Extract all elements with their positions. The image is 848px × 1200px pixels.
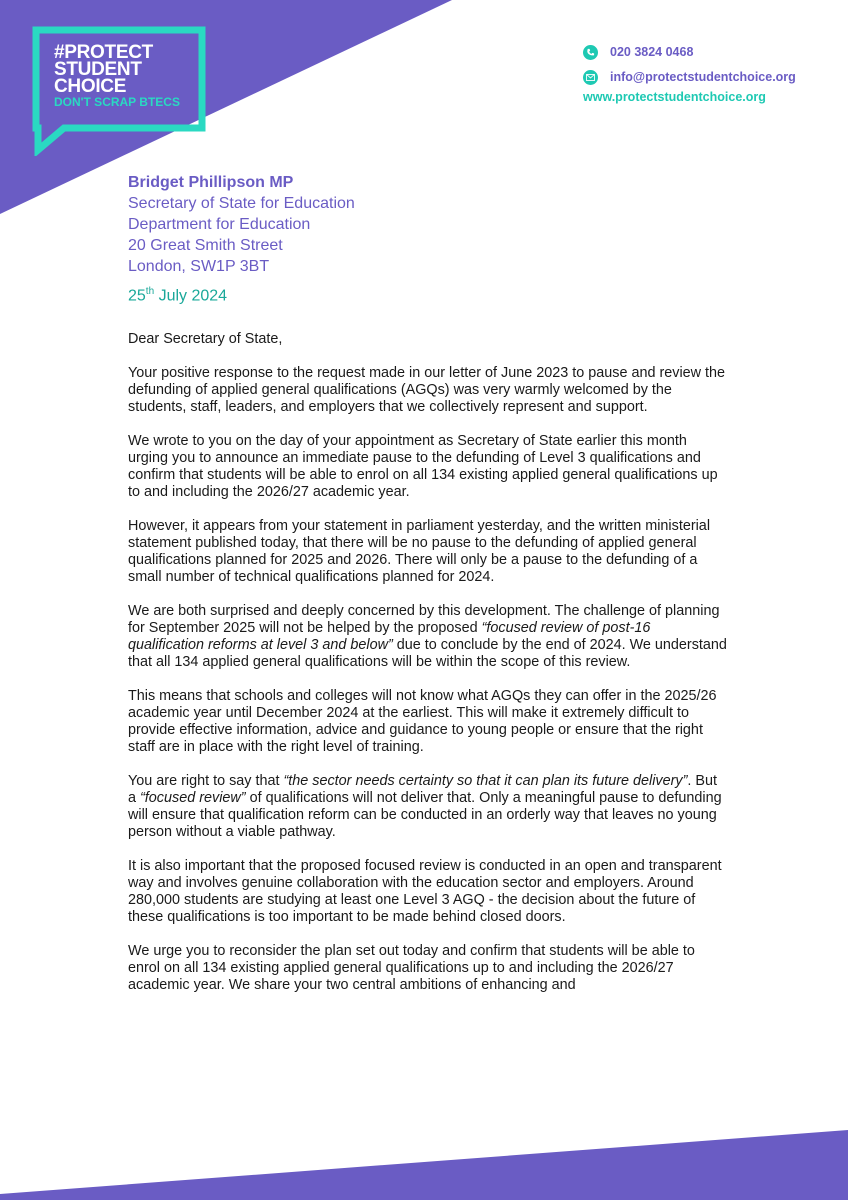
logo-wordmark <box>54 44 194 109</box>
paragraph-4-quote: “focused review of post-16 qualification reforms at level 3 and below” <box>128 620 651 653</box>
paragraph-6-part-e: of qualifications will not deliver that. Only a meaningful pause to defunding will ensure that qualification reform can be conducted in an orderly way that leaves no young person without a viable pathway. <box>128 790 722 840</box>
paragraph-2: We wrote to you on the day of your appointment as Secretary of State earlier this month urging you to announce an immediate pause to the defunding of Level 3 qualifications and confirm that students will be able to enrol on all 134 existing applied general qualifications up to and including the 2026/27 academic year. <box>128 433 718 500</box>
salutation: Dear Secretary of State, <box>128 331 283 347</box>
footer-purple-band <box>0 1130 848 1200</box>
paragraph-6-quote-2: “focused review” <box>140 790 246 806</box>
recipient-street: 20 Great Smith Street <box>128 237 283 254</box>
recipient-name: Bridget Phillipson MP <box>128 174 294 191</box>
email-row <box>583 65 796 89</box>
phone-number: 020 3824 0468 <box>610 45 694 59</box>
paragraph-6 <box>128 773 728 841</box>
paragraph-8: We urge you to reconsider the plan set out today and confirm that students will be able to enrol on all 134 existing applied general qualifications up to and including the 2026/27 academic year. We share your two central ambitions of enhancing and <box>128 943 695 993</box>
paragraph-4-part-c: due to conclude by the end of 2024. We understand that all 134 applied general qualifications will be within the scope of this review. <box>128 637 727 670</box>
phone-row <box>583 40 796 64</box>
contact-block <box>583 40 796 104</box>
recipient-title: Secretary of State for Education <box>128 195 355 212</box>
date-rest: July 2024 <box>154 287 228 305</box>
date-day: 25 <box>128 287 146 305</box>
paragraph-4 <box>128 603 728 671</box>
logo-line-1: #PROTECT <box>54 42 153 63</box>
recipient-department: Department for Education <box>128 216 311 233</box>
paragraph-6-quote-1: “the sector needs certainty so that it can plan its future delivery” <box>283 773 688 789</box>
paragraph-5: This means that schools and colleges will not know what AGQs they can offer in the 2025/26 academic year until December 2024 at the earliest. This will make it extremely difficult to provide effective information, advice and guidance to young people or ensure that the right staff are in place with the right level of training. <box>128 688 717 755</box>
recipient-city: London, SW1P 3BT <box>128 258 270 275</box>
date-suffix: th <box>145 286 155 297</box>
email-icon <box>583 70 598 85</box>
paragraph-4-part-a: We are both surprised and deeply concerned by this development. The challenge of planning for September 2025 will not be helped by the proposed <box>128 603 720 636</box>
website-link[interactable]: www.protectstudentchoice.org <box>583 90 766 104</box>
phone-icon <box>583 45 598 60</box>
logo-line-2: STUDENT <box>54 59 142 80</box>
paragraph-3: However, it appears from your statement in parliament yesterday, and the written ministerial statement published today, that there will be no pause to the defunding of applied general qualifications planned for 2025 and 2026. There will only be a pause to the defunding of a small number of technical qualifications planned for 2024. <box>128 518 711 585</box>
logo-tagline: DON'T SCRAP BTECS <box>54 95 180 109</box>
recipient-address <box>128 172 355 277</box>
paragraph-1: Your positive response to the request made in our letter of June 2023 to pause and review the defunding of applied general qualifications (AGQs) was very warmly welcomed by the students, staff, leaders, and employers that we collectively represent and support. <box>128 365 726 415</box>
logo-line-3: CHOICE <box>54 76 127 97</box>
paragraph-7: It is also important that the proposed focused review is conducted in an open and transparent way and involves genuine collaboration with the education sector and employers. Around 280,000 students are studying at least one Level 3 AGQ - the decision about the future of these qualifications is too important to be made behind closed doors. <box>128 858 722 925</box>
letter-body <box>128 331 728 1011</box>
paragraph-6-part-a: You are right to say that <box>128 773 284 789</box>
email-link[interactable]: info@protectstudentchoice.org <box>610 70 796 84</box>
letter-date <box>128 286 227 305</box>
paragraph-6-part-c: . But a <box>128 773 718 806</box>
